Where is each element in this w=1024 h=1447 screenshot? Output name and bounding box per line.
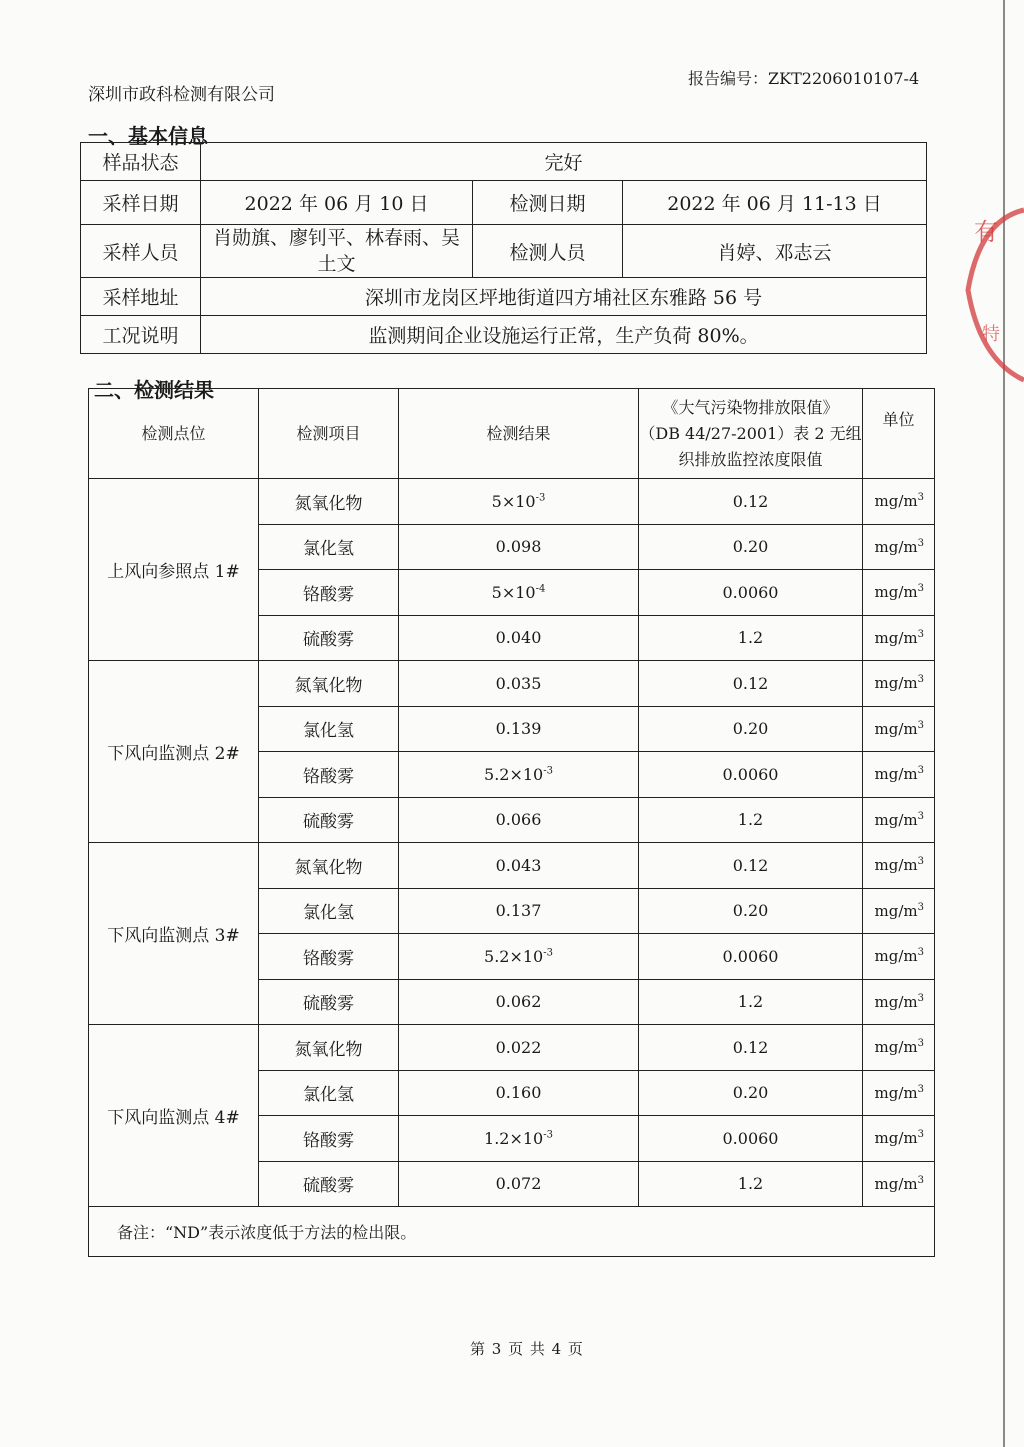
unit-cell xyxy=(863,615,935,661)
address-value: 深圳市龙岗区坪地街道四方埔社区东雅路 56 号 xyxy=(201,278,927,316)
results-body xyxy=(89,479,935,1207)
unit-cell xyxy=(863,661,935,707)
item-cell: 硫酸雾 xyxy=(259,797,399,843)
result-base: 0.137 xyxy=(495,901,542,921)
limit-cell: 0.0060 xyxy=(639,570,863,616)
unit-cell xyxy=(863,570,935,616)
unit-cell xyxy=(863,524,935,570)
header-limit-line1: 《大气污染物排放限值》 xyxy=(662,397,839,417)
item-cell: 硫酸雾 xyxy=(259,615,399,661)
unit-cell xyxy=(863,888,935,934)
result-base: 0.062 xyxy=(495,992,542,1012)
unit-exponent: 3 xyxy=(917,810,924,822)
report-number-value: ZKT2206010107-4 xyxy=(768,69,920,88)
item-cell: 氮氧化物 xyxy=(259,1025,399,1071)
result-base: 5×10 xyxy=(491,491,536,511)
result-base: 5×10 xyxy=(491,582,536,602)
limit-cell: 1.2 xyxy=(639,1161,863,1207)
unit-base: mg/m xyxy=(874,992,918,1011)
limit-cell: 0.20 xyxy=(639,706,863,752)
unit-exponent: 3 xyxy=(917,765,924,777)
samplers-value: 肖勋旗、廖钊平、林春雨、吴土文 xyxy=(201,225,473,278)
test-date-value: 2022 年 06 月 11-13 日 xyxy=(623,181,927,225)
unit-base: mg/m xyxy=(874,719,918,738)
svg-text:有: 有 xyxy=(974,218,998,246)
limit-cell: 0.0060 xyxy=(639,934,863,980)
result-cell xyxy=(399,797,639,843)
item-cell: 氯化氢 xyxy=(259,706,399,752)
result-cell xyxy=(399,752,639,798)
result-exponent: -4 xyxy=(535,583,546,595)
unit-exponent: 3 xyxy=(917,674,924,686)
header-result: 检测结果 xyxy=(399,389,639,479)
unit-cell xyxy=(863,1070,935,1116)
sample-state-label: 样品状态 xyxy=(81,143,201,181)
unit-base: mg/m xyxy=(874,674,918,693)
limit-cell: 0.0060 xyxy=(639,752,863,798)
testers-value: 肖婷、邓志云 xyxy=(623,225,927,278)
result-exponent: -3 xyxy=(535,492,546,504)
limit-cell: 1.2 xyxy=(639,979,863,1025)
unit-exponent: 3 xyxy=(917,1174,924,1186)
table-row xyxy=(89,1025,935,1071)
result-base: 0.035 xyxy=(495,673,542,693)
result-cell xyxy=(399,661,639,707)
unit-exponent: 3 xyxy=(917,947,924,959)
company-name: 深圳市政科检测有限公司 xyxy=(88,85,275,105)
samplers-label: 采样人员 xyxy=(81,225,201,278)
limit-cell: 0.20 xyxy=(639,524,863,570)
unit-cell xyxy=(863,979,935,1025)
header-point: 检测点位 xyxy=(89,389,259,479)
item-cell: 铬酸雾 xyxy=(259,752,399,798)
report-number xyxy=(688,66,919,89)
result-base: 0.098 xyxy=(495,537,542,557)
result-cell xyxy=(399,1116,639,1162)
result-base: 0.072 xyxy=(495,1174,542,1194)
result-base: 0.160 xyxy=(495,1083,542,1103)
report-number-label: 报告编号： xyxy=(688,69,769,88)
sampling-date-value: 2022 年 06 月 10 日 xyxy=(201,181,473,225)
unit-base: mg/m xyxy=(874,628,918,647)
item-cell: 氯化氢 xyxy=(259,1070,399,1116)
limit-cell: 0.20 xyxy=(639,1070,863,1116)
result-base: 0.139 xyxy=(495,719,542,739)
item-cell: 氮氧化物 xyxy=(259,479,399,525)
basic-info-table xyxy=(80,142,927,354)
limit-cell: 0.12 xyxy=(639,1025,863,1071)
item-cell: 氯化氢 xyxy=(259,524,399,570)
table-row xyxy=(89,661,935,707)
point-cell: 上风向参照点 1# xyxy=(89,479,259,661)
result-cell xyxy=(399,979,639,1025)
unit-exponent: 3 xyxy=(917,901,924,913)
unit-cell xyxy=(863,706,935,752)
result-cell xyxy=(399,1070,639,1116)
result-base: 0.043 xyxy=(495,855,542,875)
unit-base: mg/m xyxy=(874,947,918,966)
address-label: 采样地址 xyxy=(81,278,201,316)
limit-cell: 0.12 xyxy=(639,843,863,889)
item-cell: 硫酸雾 xyxy=(259,1161,399,1207)
item-cell: 铬酸雾 xyxy=(259,1116,399,1162)
sample-state-value: 完好 xyxy=(201,143,927,181)
unit-exponent: 3 xyxy=(917,719,924,731)
condition-label: 工况说明 xyxy=(81,316,201,354)
result-cell xyxy=(399,706,639,752)
result-cell xyxy=(399,843,639,889)
unit-base: mg/m xyxy=(874,1083,918,1102)
unit-cell xyxy=(863,1161,935,1207)
table-row xyxy=(89,843,935,889)
header-limit-line3: 织排放监控浓度限值 xyxy=(678,449,823,469)
unit-base: mg/m xyxy=(874,856,918,875)
item-cell: 铬酸雾 xyxy=(259,570,399,616)
result-base: 5.2×10 xyxy=(484,946,544,966)
unit-exponent: 3 xyxy=(917,583,924,595)
testers-label: 检测人员 xyxy=(473,225,623,278)
limit-cell: 0.0060 xyxy=(639,1116,863,1162)
item-cell: 氯化氢 xyxy=(259,888,399,934)
item-cell: 硫酸雾 xyxy=(259,979,399,1025)
unit-base: mg/m xyxy=(874,765,918,784)
result-cell xyxy=(399,888,639,934)
result-base: 5.2×10 xyxy=(484,764,544,784)
section-basic-info-title: 一、基本信息 xyxy=(88,124,208,148)
unit-cell xyxy=(863,752,935,798)
unit-base: mg/m xyxy=(874,1038,918,1057)
unit-exponent: 3 xyxy=(917,1129,924,1141)
item-cell: 氮氧化物 xyxy=(259,843,399,889)
result-cell xyxy=(399,479,639,525)
unit-base: mg/m xyxy=(874,583,918,602)
result-cell xyxy=(399,524,639,570)
result-exponent: -3 xyxy=(543,1129,553,1141)
svg-text:特: 特 xyxy=(982,324,1000,345)
result-base: 1.2×10 xyxy=(484,1128,544,1148)
header-limit xyxy=(639,389,863,479)
unit-cell xyxy=(863,934,935,980)
unit-exponent: 3 xyxy=(917,537,924,549)
result-cell xyxy=(399,615,639,661)
unit-exponent: 3 xyxy=(917,628,924,640)
unit-exponent: 3 xyxy=(917,492,924,504)
unit-base: mg/m xyxy=(874,1129,918,1148)
point-cell: 下风向监测点 2# xyxy=(89,661,259,843)
unit-cell xyxy=(863,797,935,843)
result-cell xyxy=(399,570,639,616)
unit-base: mg/m xyxy=(874,810,918,829)
result-base: 0.022 xyxy=(495,1037,542,1057)
item-cell: 铬酸雾 xyxy=(259,934,399,980)
result-exponent: -3 xyxy=(543,765,553,777)
result-base: 0.066 xyxy=(495,810,542,830)
header-item: 检测项目 xyxy=(259,389,399,479)
unit-base: mg/m xyxy=(874,901,918,920)
unit-base: mg/m xyxy=(874,537,918,556)
page-number: 第 3 页 共 4 页 xyxy=(470,1340,584,1358)
condition-value: 监测期间企业设施运行正常，生产负荷 80%。 xyxy=(201,316,927,354)
unit-exponent: 3 xyxy=(917,856,924,868)
unit-base: mg/m xyxy=(874,492,918,511)
result-cell xyxy=(399,934,639,980)
table-note: 备注：“ND”表示浓度低于方法的检出限。 xyxy=(89,1207,935,1257)
point-cell: 下风向监测点 4# xyxy=(89,1025,259,1207)
unit-base: mg/m xyxy=(874,1174,918,1193)
unit-cell xyxy=(863,1116,935,1162)
unit-exponent: 3 xyxy=(917,992,924,1004)
limit-cell: 1.2 xyxy=(639,797,863,843)
unit-exponent: 3 xyxy=(917,1083,924,1095)
result-cell xyxy=(399,1025,639,1071)
limit-cell: 0.12 xyxy=(639,661,863,707)
unit-cell xyxy=(863,843,935,889)
item-cell: 氮氧化物 xyxy=(259,661,399,707)
result-cell xyxy=(399,1161,639,1207)
section-results-title: 二、检测结果 xyxy=(94,378,214,402)
result-exponent: -3 xyxy=(543,947,553,959)
results-table xyxy=(88,388,935,1257)
header-limit-line2: （DB 44/27-2001）表 2 无组 xyxy=(639,423,862,443)
result-base: 0.040 xyxy=(495,628,542,648)
company-seal-stamp xyxy=(960,190,1024,390)
limit-cell: 0.12 xyxy=(639,479,863,525)
test-date-label: 检测日期 xyxy=(473,181,623,225)
table-row xyxy=(89,479,935,525)
unit-exponent: 3 xyxy=(917,1038,924,1050)
limit-cell: 1.2 xyxy=(639,615,863,661)
unit-cell xyxy=(863,1025,935,1071)
unit-cell xyxy=(863,479,935,525)
point-cell: 下风向监测点 3# xyxy=(89,843,259,1025)
header-unit: 单位 xyxy=(863,389,935,479)
sampling-date-label: 采样日期 xyxy=(81,181,201,225)
limit-cell: 0.20 xyxy=(639,888,863,934)
